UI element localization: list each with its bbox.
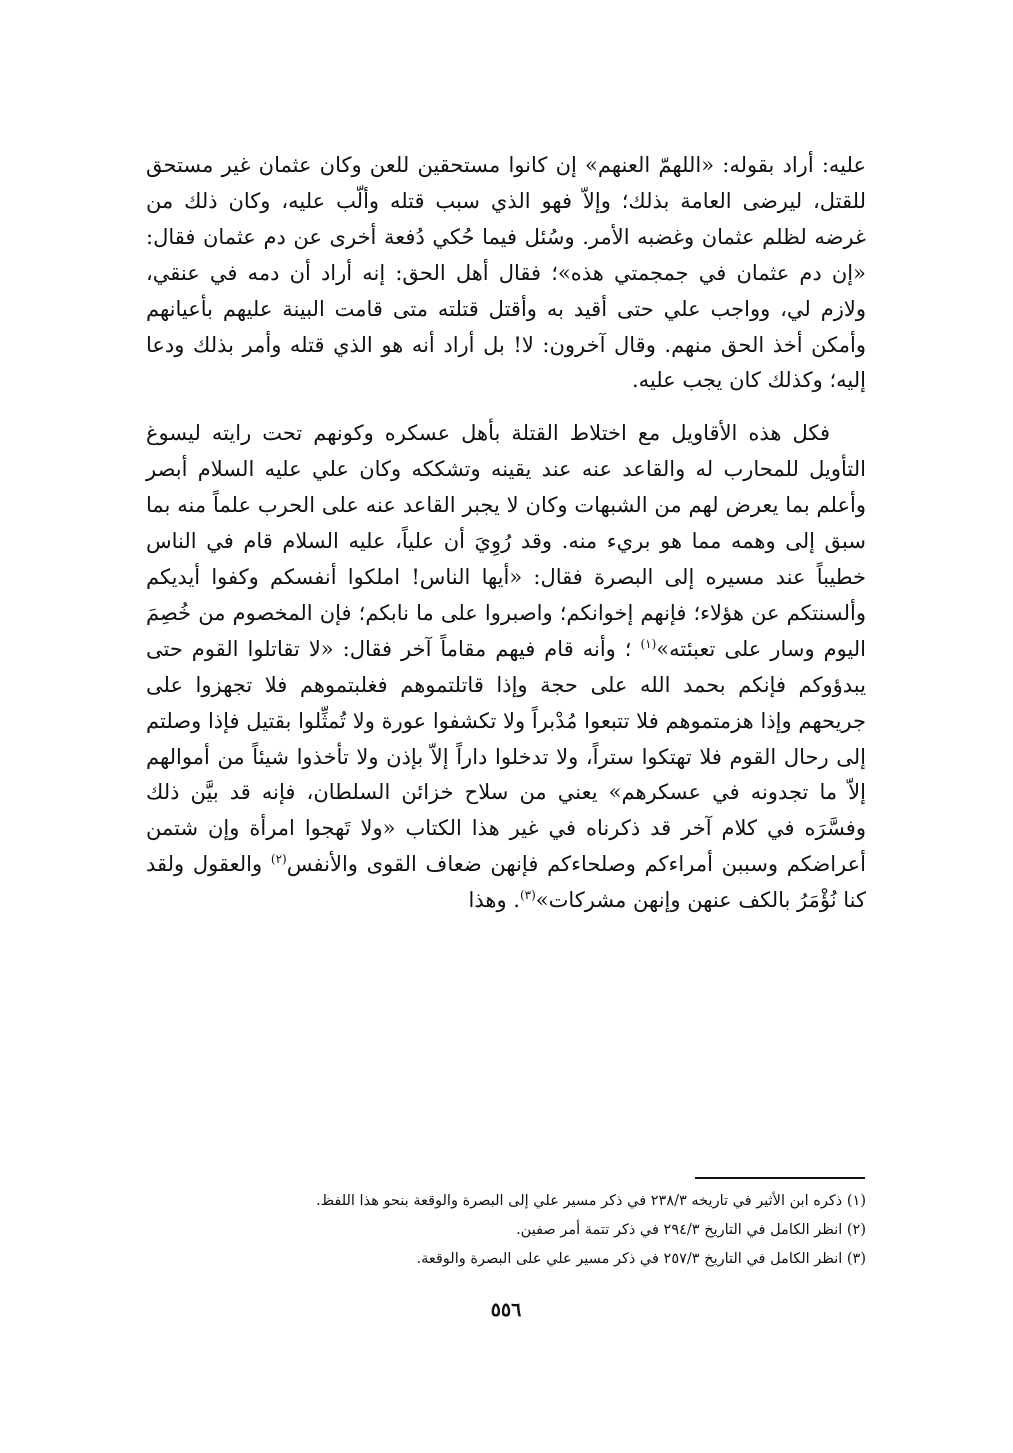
paragraph-2-text-end: والعقول ولقد كنا نُؤْمَرُ بالكف عنهن وإنهن مشركات» [146, 852, 866, 913]
footnote-ref-3: (٣) [519, 888, 536, 903]
paragraph-1: عليه: أراد بقوله: «اللهمّ العنهم» إن كانوا مستحقين للعن وكان عثمان غير مستحق للقتل، ليرضى العامة بذلك؛ وإلاّ فهو الذي سبب قتله وألّب عليه، وكان ذلك من غرضه لظلم عثمان وغضبه الأمر. وسُئل فيما حُكي دُفعة أخرى عن دم عثمان فقال: «إن دم عثمان في جمجمتي هذه»؛ فقال أهل الحق: إنه أراد أن دمه في عنقي، ولازم لي، وواجب علي حتى أقيد به وأقتل قتلته متى قامت البينة عليهم بأعيانهم وأمكن أخذ الحق منهم. وقال آخرون: لا! بل أراد أنه هو الذي قتله وأمر بذلك ودعا إليه؛ وكذلك كان يجب عليه. [146, 153, 866, 393]
footnote-separator [695, 1177, 865, 1179]
paragraph-2 [146, 416, 866, 919]
paragraph-2-text-tail: . وهذا [468, 888, 520, 913]
footnote-ref-1: (١) [640, 636, 657, 651]
paragraph-2-text: فكل هذه الأقاويل مع اختلاط القتلة بأهل عسكره وكونهم تحت رايته ليسوغ التأويل للمحارب له والقاعد عنه عند يقينه وتشككه وكان علي عليه السلام أبصر وأعلم بما يعرض لهم من الشبهات وكان لا يجبر القاعد عنه على الحرب علماً منه بما سبق إلى وهمه مما هو بريء منه. وقد رُوِيَ أن علياً، عليه السلام قام في الناس خطيباً عند مسيره إلى البصرة فقال: «أيها الناس! املكوا أنفسكم وكفوا أيديكم وألسنتكم عن هؤلاء؛ فإنهم إخوانكم؛ واصبروا على ما نابكم؛ فإن المخصوم من خُصِمَ اليوم وسار على تعبئته» [146, 421, 866, 661]
footnote-3: (٣) انظر الكامل في التاريخ ٢٥٧/٣ في ذكر مسير علي على البصرة والوقعة. [416, 1251, 866, 1267]
paragraph-2-text-cont: ؛ وأنه قام فيهم مقاماً آخر فقال: «لا تقاتلوا القوم حتى يبدؤوكم فإنكم بحمد الله على حجة وإذا قاتلتموهم فغلبتموهم فلا تجهزوا على جريحهم وإذا هزمتموهم فلا تتبعوا مُدْبراً ولا تكشفوا عورة ولا تُمثِّلوا بقتيل فإذا وصلتم إلى رحال القوم فلا تهتكوا ستراً، ولا تدخلوا داراً إلاّ بإذن ولا تأخذوا شيئاً من أموالهم إلاّ ما تجدونه في عسكرهم» يعني من سلاح خزائن السلطان، فإنه قد بيَّن ذلك وفسَّرَه في كلام آخر قد ذكرناه في غير هذا الكتاب «ولا تَهجوا امرأة وإن شتمن أعراضكم وسببن أمراءكم وصلحاءكم فإنهن ضعاف القوى والأنفس [146, 636, 866, 877]
page-number: ٥٥٦ [490, 1299, 522, 1321]
footnote-2: (٢) انظر الكامل في التاريخ ٢٩٤/٣ في ذكر تتمة أمر صفين. [516, 1222, 866, 1238]
footnotes [146, 1187, 866, 1274]
footnote-1: (١) ذكره ابن الأثير في تاريخه ٢٣٨/٣ في ذكر مسير علي إلى البصرة والوقعة بنحو هذا اللفظ. [315, 1193, 866, 1209]
main-text-body [146, 148, 866, 919]
footnote-ref-2: (٢) [270, 852, 287, 867]
